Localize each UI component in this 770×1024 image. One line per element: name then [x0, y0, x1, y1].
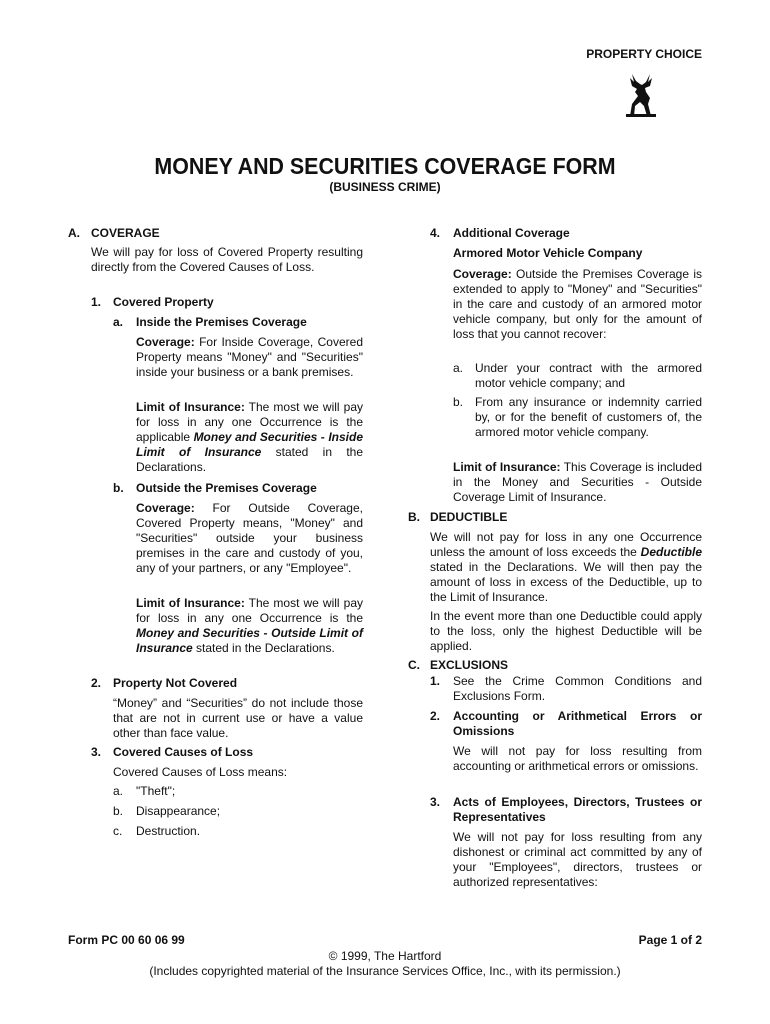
armored-item-b-label: b. — [453, 395, 464, 409]
cause-a-label: a. — [113, 784, 124, 798]
deductible-text-2: In the event more than one Deductible could apply to the loss, only the highest Deductible will be applied. — [430, 609, 702, 653]
property-not-covered-text: “Money” and “Securities” do not include those that are not in current use or have a value other than face value. — [113, 696, 363, 740]
armored-limit-text — [453, 460, 702, 505]
section-b-label: B. — [408, 510, 420, 524]
exclusion-2-label: 2. — [430, 709, 441, 723]
text-run: The most we will pay for loss in any one Occurrence is the applicable — [136, 400, 363, 444]
text-run: Limit of Insurance: — [136, 400, 245, 414]
text-run: For Outside Coverage, Covered Property means, "Money" and "Securities" outside your business premises in the care and custody of you, any of your partners, or any "Employee". — [136, 501, 363, 575]
armored-item-a-text: Under your contract with the armored motor vehicle company; and — [475, 361, 702, 390]
exclusion-3-heading: Acts of Employees, Directors, Trustees or Representatives — [453, 795, 702, 824]
copyright: © 1999, The Hartford — [328, 949, 442, 963]
text-run: Coverage: — [136, 501, 195, 515]
item-3-heading: Covered Causes of Loss — [113, 745, 254, 759]
text-run: Coverage: — [136, 335, 195, 349]
item-1b-label: b. — [113, 481, 124, 495]
item-2-heading: Property Not Covered — [113, 676, 238, 690]
form-title: MONEY AND SECURITIES COVERAGE FORM — [154, 153, 616, 179]
cause-b-text: Disappearance; — [136, 804, 221, 818]
item-4-heading: Additional Coverage — [453, 226, 570, 240]
item-1b-heading: Outside the Premises Coverage — [136, 481, 317, 495]
cause-a-text: "Theft"; — [136, 784, 176, 798]
text-run: Deductible — [640, 545, 702, 559]
item-1-heading: Covered Property — [113, 295, 214, 309]
outside-coverage-text — [136, 501, 363, 576]
text-run: stated in the Declarations. We will then pay the amount of loss in excess of the Deductible, up to the Limit of Insurance. — [430, 560, 702, 604]
section-a-heading: COVERAGE — [91, 226, 160, 240]
exclusion-1-text: See the Crime Common Conditions and Exclusions Form. — [453, 674, 702, 703]
armored-vehicle-heading: Armored Motor Vehicle Company — [453, 246, 643, 260]
inside-limit-text — [136, 400, 363, 475]
text-run: Money and Securities - Inside Limit of Insurance — [136, 430, 363, 459]
text-run: This Coverage is included in the Money and Securities - Outside Coverage Limit of Insurance. — [453, 460, 702, 504]
armored-item-b-text: From any insurance or indemnity carried by, or for the benefit of customers of, the armored motor vehicle company. — [475, 395, 702, 439]
section-b-heading: DEDUCTIBLE — [430, 510, 508, 524]
cause-c-label: c. — [113, 824, 123, 838]
inside-coverage-text — [136, 335, 363, 380]
item-1-label: 1. — [91, 295, 102, 309]
text-run: We will not pay for loss in any one Occurrence unless the amount of loss exceeds the — [430, 530, 702, 559]
section-c-heading: EXCLUSIONS — [430, 658, 509, 672]
section-a-intro: We will pay for loss of Covered Property resulting directly from the Covered Causes of Loss. — [91, 245, 363, 274]
outside-limit-text — [136, 596, 363, 656]
item-4-label: 4. — [430, 226, 441, 240]
armored-coverage-text — [453, 267, 702, 342]
exclusion-3-label: 3. — [430, 795, 441, 809]
text-run: Money and Securities - Outside Limit of Insurance — [136, 626, 363, 655]
armored-item-a-label: a. — [453, 361, 464, 375]
exclusion-2-text: We will not pay for loss resulting from accounting or arithmetical errors or omissions. — [453, 744, 702, 773]
section-c-label: C. — [408, 658, 420, 672]
product-name: PROPERTY CHOICE — [586, 47, 702, 61]
exclusion-1-label: 1. — [430, 674, 441, 688]
exclusion-3-text: We will not pay for loss resulting from any dishonest or criminal act committed by any of your "Employees", directors, trustees or authorized representatives: — [453, 830, 702, 889]
deductible-text-1 — [430, 530, 702, 605]
text-run: stated in the Declarations. — [192, 641, 335, 655]
stag-logo-icon — [620, 70, 660, 120]
text-run: stated in the Declarations. — [136, 445, 363, 474]
item-1a-heading: Inside the Premises Coverage — [136, 315, 307, 329]
form-number: Form PC 00 60 06 99 — [68, 933, 185, 947]
section-a-label: A. — [68, 226, 80, 240]
text-run: For Inside Coverage, Covered Property means "Money" and "Securities" inside your business or a bank premises. — [136, 335, 363, 379]
item-1a-label: a. — [113, 315, 124, 329]
text-run: Outside the Premises Coverage is extended to apply to "Money" and "Securities" in the care and custody of an armored motor vehicle company, but only for the amount of loss that you cannot recover: — [453, 267, 702, 341]
text-run: Coverage: — [453, 267, 512, 281]
text-run: The most we will pay for loss in any one Occurrence is the — [136, 596, 363, 625]
covered-causes-intro: Covered Causes of Loss means: — [113, 765, 288, 779]
form-subtitle: (BUSINESS CRIME) — [329, 180, 441, 194]
text-run: Limit of Insurance: — [136, 596, 245, 610]
item-2-label: 2. — [91, 676, 102, 690]
page-number: Page 1 of 2 — [638, 933, 702, 947]
item-3-label: 3. — [91, 745, 102, 759]
cause-b-label: b. — [113, 804, 124, 818]
text-run: Limit of Insurance: — [453, 460, 561, 474]
exclusion-2-heading: Accounting or Arithmetical Errors or Omissions — [453, 709, 702, 738]
cause-c-text: Destruction. — [136, 824, 201, 838]
copyright-note: (Includes copyrighted material of the Insurance Services Office, Inc., with its permission.) — [149, 964, 621, 978]
